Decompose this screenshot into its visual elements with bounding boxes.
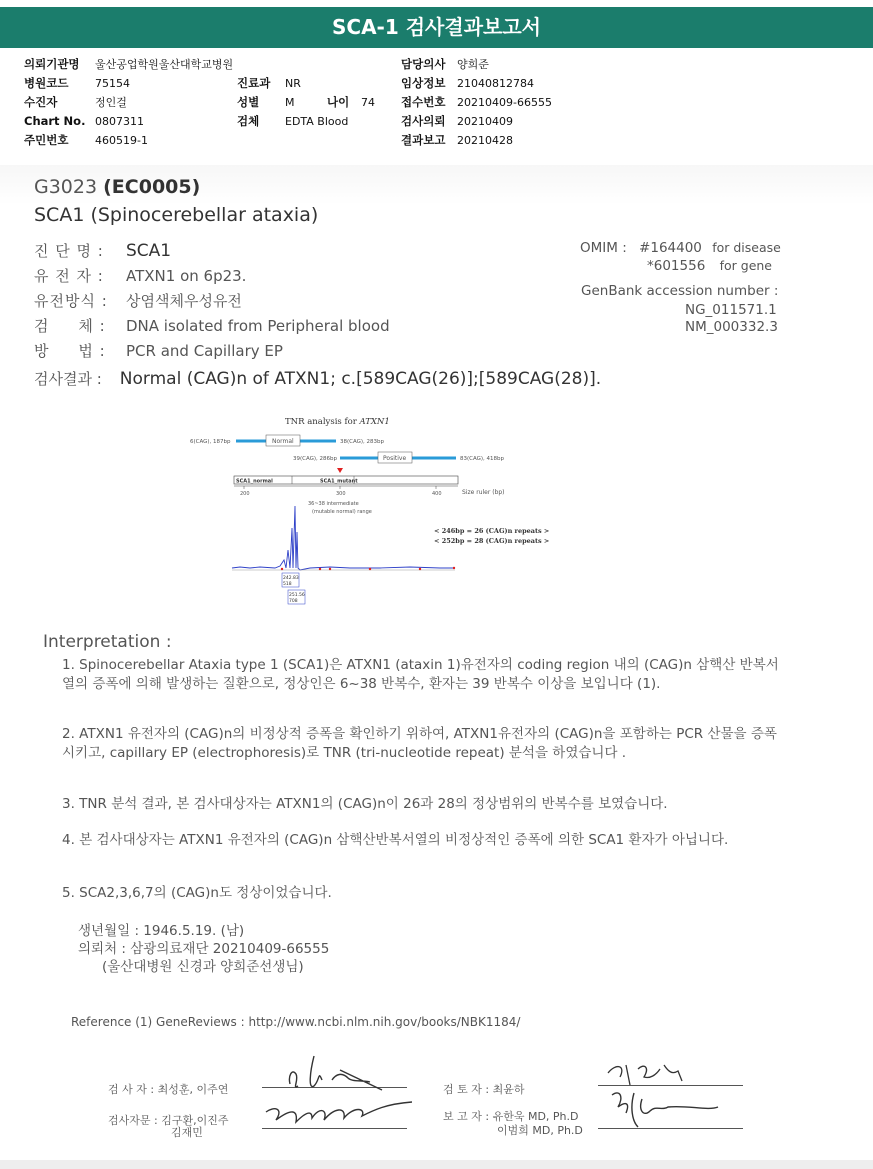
figure-title: TNR analysis for ATXN1 — [285, 417, 390, 427]
tnr-analysis-figure — [180, 410, 560, 610]
sex-value: M — [285, 96, 295, 109]
sex-label: 성별 — [237, 95, 260, 109]
result-label: 검사결과 : — [34, 370, 102, 388]
reviewer-name: 최윤하 — [492, 1083, 525, 1096]
interpretation-item-5: 5. SCA2,3,6,7의 (CAG)n도 정상이었습니다. — [62, 885, 332, 901]
clinical-info-label: 임상정보 — [401, 76, 446, 90]
patient-label: 수진자 — [24, 95, 58, 109]
positive-box-label: Positive — [383, 455, 407, 462]
omim-block — [580, 240, 781, 256]
gene-value: ATXN1 on 6p23. — [126, 267, 247, 285]
chart-no-value: 0807311 — [95, 115, 144, 128]
omim-gene-row — [647, 258, 772, 274]
interpretation-item-3: 3. TNR 분석 결과, 본 검사대상자는 ATXN1의 (CAG)n이 26과 28의 정상범위의 반복수를 보였습니다. — [62, 796, 668, 812]
specimen-label: 검체 — [237, 114, 260, 128]
repeat-annotation-1: < 246bp = 26 (CAG)n repeats > — [434, 527, 550, 535]
peak-label-1: 242.83 — [283, 576, 299, 581]
normal-box-label: Normal — [272, 438, 294, 445]
dept-value: NR — [285, 77, 301, 90]
org-value: 울산공업학원울산대학교병원 — [95, 58, 234, 71]
result-value: Normal (CAG)n of ATXN1; c.[589CAG(26)];[589CAG(28)]. — [119, 369, 602, 389]
diagnosis-value: SCA1 — [126, 241, 172, 261]
peak-label-1b: 518 — [283, 582, 292, 587]
tester-signature — [262, 1050, 412, 1135]
test-code-paren: (EC0005) — [103, 176, 201, 198]
doctor-label: 담당의사 — [401, 57, 446, 71]
reference: Reference (1) GeneReviews : http://www.ncbi.nlm.nih.gov/books/NBK1184/ — [71, 1015, 521, 1029]
sample-label: 검 체 : — [34, 317, 106, 335]
receipt-no-label: 접수번호 — [401, 95, 446, 109]
advisor-label: 검사자문 : — [108, 1114, 158, 1127]
referral: 의뢰처 : 삼광의료재단 20210409-66555 — [78, 941, 330, 957]
request-date-label: 검사의뢰 — [401, 114, 446, 128]
age-value: 74 — [361, 96, 375, 109]
gene-label: 유 전 자 : — [34, 267, 104, 285]
resident-no-value: 460519-1 — [95, 134, 148, 147]
header-col2 — [237, 74, 375, 131]
genbank-ng: NG_011571.1 — [685, 302, 777, 318]
inheritance-value: 상염색체우성유전 — [126, 292, 242, 310]
hospital-code-label: 병원코드 — [24, 76, 69, 90]
clinical-info-value: 21040812784 — [457, 77, 534, 90]
reporter-name: 유한욱 MD, Ph.D — [492, 1110, 579, 1123]
reporter-name-2: 이범희 MD, Ph.D — [497, 1124, 583, 1137]
doctor-value: 양희준 — [457, 58, 489, 71]
advisor-names: 김구환,이진주 — [161, 1114, 229, 1127]
interpretation-item-2: 2. ATXN1 유전자의 (CAG)n의 비정상적 증폭을 확인하기 위하여, ATXN1유전자의 (CAG)n을 포함하는 PCR 산물을 증폭시키고, capillary EP (electrophoresis)로 TNR (tri-nucleotide repeat) 분석을 하였습니다 . — [62, 726, 777, 761]
info-rows — [34, 240, 390, 365]
org-label: 의뢰기관명 — [24, 57, 80, 71]
resident-no-label: 주민번호 — [24, 133, 69, 147]
omim-label: OMIM : — [580, 240, 627, 256]
sample-value: DNA isolated from Peripheral blood — [126, 317, 390, 335]
diagnosis-label: 진 단 명 : — [34, 242, 104, 260]
inheritance-label: 유전방식 : — [34, 292, 108, 310]
reviewer-signature — [598, 1055, 748, 1135]
bottom-strip — [0, 1160, 873, 1169]
repeat-annotation-2: < 252bp = 28 (CAG)n repeats > — [434, 537, 550, 545]
reviewer-label: 검 토 자 : — [443, 1083, 490, 1096]
patient-value: 정인걸 — [95, 96, 127, 109]
test-code-value: G3023 — [34, 176, 98, 198]
tester-label: 검 사 자 : — [108, 1083, 155, 1096]
positive-left-label: 39(CAG), 286bp — [293, 456, 338, 462]
chart-no-label: Chart No. — [24, 114, 86, 128]
threshold-marker — [337, 468, 343, 473]
omim-gene-note: for gene — [719, 258, 772, 273]
ruler-mutant-label: SCA1_mutant — [320, 478, 358, 485]
advisor-row — [108, 1112, 228, 1128]
electropherogram-trace — [232, 506, 455, 570]
birth-date: 생년월일 : 1946.5.19. (남) — [78, 923, 245, 939]
normal-right-label: 38(CAG), 283bp — [340, 439, 385, 445]
peak-label-2b: 708 — [289, 599, 298, 604]
method-value: PCR and Capillary EP — [126, 342, 283, 360]
omim-disease-id: #164400 — [639, 240, 702, 256]
referral-doctor: (울산대병원 신경과 양희준선생님) — [102, 959, 304, 975]
peak-label-2: 251.56 — [289, 593, 305, 598]
header-col1 — [24, 55, 233, 150]
interpretation-item-1: 1. Spinocerebellar Ataxia type 1 (SCA1)은 ATXN1 (ataxin 1)유전자의 coding region 내의 (CAG)n 삼핵산 반복서열의 증폭에 의해 발생하는 질환으로, 정상인은 6~38 반복수, 환자는 39 반복수 이상을 보입니다 (1). — [62, 657, 779, 692]
omim-gene-id: *601556 — [647, 258, 706, 274]
report-date-value: 20210428 — [457, 134, 513, 147]
ruler-normal-label: SCA1_normal — [236, 478, 273, 485]
ruler-tick-400: 400 — [432, 491, 442, 497]
request-date-value: 20210409 — [457, 115, 513, 128]
age-label: 나이 — [327, 95, 350, 109]
tester-names: 최성훈, 이주연 — [157, 1083, 229, 1096]
ruler-title: Size ruler (bp) — [462, 489, 505, 496]
omim-disease-note: for disease — [712, 240, 781, 255]
hospital-code-value: 75154 — [95, 77, 130, 90]
interpretation-title: Interpretation : — [43, 632, 172, 652]
ruler-tick-200: 200 — [240, 491, 250, 497]
intermediate-label-2: (mutable normal) range — [312, 509, 372, 515]
genbank-nm: NM_000332.3 — [685, 319, 778, 335]
tester-row — [108, 1081, 228, 1097]
advisor-name-2: 김재민 — [171, 1126, 203, 1139]
method-label: 방 법 : — [34, 342, 106, 360]
specimen-value: EDTA Blood — [285, 115, 349, 128]
disease-title: SCA1 (Spinocerebellar ataxia) — [34, 204, 319, 226]
receipt-no-value: 20210409-66555 — [457, 96, 552, 109]
interpretation-item-4: 4. 본 검사대상자는 ATXN1 유전자의 (CAG)n 삼핵산반복서열의 비정상적인 증폭에 의한 SCA1 환자가 아닙니다. — [62, 832, 729, 848]
report-title: SCA-1 검사결과보고서 — [0, 7, 873, 48]
dept-label: 진료과 — [237, 76, 271, 90]
reviewer-row — [443, 1081, 524, 1097]
reporter-label: 보 고 자 : — [443, 1110, 490, 1123]
positive-right-label: 83(CAG), 418bp — [460, 456, 505, 462]
header-col3 — [401, 55, 552, 150]
intermediate-label: 36~38 intermediate — [308, 501, 359, 507]
normal-left-label: 6(CAG), 187bp — [190, 439, 231, 445]
report-date-label: 결과보고 — [401, 133, 446, 147]
genbank-label: GenBank accession number : — [581, 283, 779, 299]
result-row — [34, 368, 601, 389]
test-code — [34, 176, 200, 198]
ruler-tick-300: 300 — [336, 491, 346, 497]
